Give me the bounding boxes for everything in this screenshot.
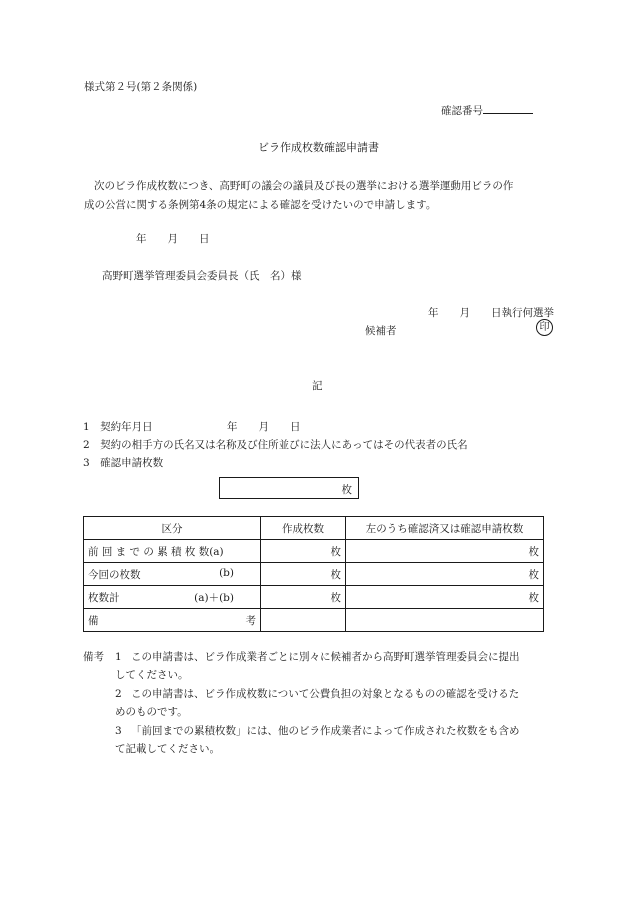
- row-label: [84, 586, 261, 609]
- item-requested-count: 3 確認申請枚数: [83, 457, 164, 469]
- row-label-suffix: 考: [245, 614, 256, 627]
- note-2-line-1: この申請書は、ビラ作成枚数について公費負担の対象となるものの確認を受けるた: [131, 688, 520, 700]
- note-number: 3: [115, 725, 122, 737]
- requested-count-box[interactable]: [219, 477, 359, 499]
- note-number: 2: [115, 688, 122, 700]
- row-label-text: 備: [88, 614, 99, 627]
- table-header: 作成枚数: [261, 517, 346, 540]
- election-line[interactable]: 年 月 日執行何選挙: [428, 307, 554, 319]
- body-text-line-2: 成の公営に関する条例第4条の規定による確認を受けたいので申請します。: [84, 199, 437, 211]
- addressee: 高野町選挙管理委員会委員長（氏 名）様: [102, 270, 302, 282]
- remarks-cell[interactable]: [346, 609, 544, 632]
- form-style-number: 様式第２号(第２条関係): [84, 81, 198, 93]
- note-number: 1: [115, 651, 122, 663]
- row-label-text: 枚数計: [88, 591, 120, 604]
- row-label-text: 前 回 ま で の 累 積 枚 数(a): [88, 545, 224, 558]
- confirmed-count-cell[interactable]: 枚: [346, 586, 544, 609]
- table-header: 左のうち確認済又は確認申請枚数: [346, 517, 544, 540]
- item-contract-party: 2 契約の相手方の氏名又は名称及び住所並びに法人にあってはその代表者の氏名: [83, 439, 468, 451]
- notes-label: 備考: [83, 651, 104, 663]
- note-1-line-1: この申請書は、ビラ作成業者ごとに別々に候補者から高野町選挙管理委員会に提出: [131, 651, 520, 663]
- count-table: [83, 516, 544, 632]
- note-1-line-2: してください。: [115, 669, 189, 681]
- requested-count-unit: 枚: [341, 484, 352, 496]
- confirmation-number-field[interactable]: [441, 102, 533, 118]
- confirmed-count-cell[interactable]: 枚: [346, 540, 544, 563]
- row-label-suffix: (a)＋(b): [194, 591, 234, 604]
- note-2-line-2: めのものです。: [115, 706, 188, 718]
- created-count-cell[interactable]: 枚: [261, 540, 346, 563]
- row-label-suffix: (b): [219, 566, 234, 579]
- candidate-label: 候補者: [365, 325, 397, 337]
- table-row: [84, 609, 544, 632]
- note-3-line-1: 「前回までの累積枚数」には、他のビラ作成業者によって作成された枚数をも含め: [131, 725, 520, 737]
- body-text-line-1: 次のビラ作成枚数につき、高野町の議会の議員及び長の選挙における選挙運動用ビラの作: [94, 180, 514, 192]
- table-header: 区分: [84, 517, 261, 540]
- item-contract-date-value[interactable]: 年 月 日: [227, 421, 301, 433]
- note-3-line-2: て記載してください。: [115, 743, 220, 755]
- confirmation-number-label: 確認番号: [441, 105, 483, 117]
- row-label: [84, 609, 261, 632]
- row-label: [84, 540, 261, 563]
- table-row: [84, 563, 544, 586]
- table-row: [84, 540, 544, 563]
- row-label: [84, 563, 261, 586]
- document-title: ビラ作成枚数確認申請書: [258, 141, 379, 154]
- confirmation-number-blank[interactable]: [483, 102, 533, 114]
- row-label-text: 今回の枚数: [88, 568, 141, 581]
- confirmed-count-cell[interactable]: 枚: [346, 563, 544, 586]
- remarks-cell[interactable]: [261, 609, 346, 632]
- item-contract-date-label: 1 契約年月日: [83, 421, 153, 433]
- table-header-row: [84, 517, 544, 540]
- table-row: [84, 586, 544, 609]
- seal-mark: [536, 319, 553, 336]
- created-count-cell[interactable]: 枚: [261, 563, 346, 586]
- application-date[interactable]: 年 月 日: [136, 233, 210, 245]
- ki-heading: 記: [312, 380, 323, 392]
- seal-icon: 印: [536, 319, 553, 336]
- created-count-cell[interactable]: 枚: [261, 586, 346, 609]
